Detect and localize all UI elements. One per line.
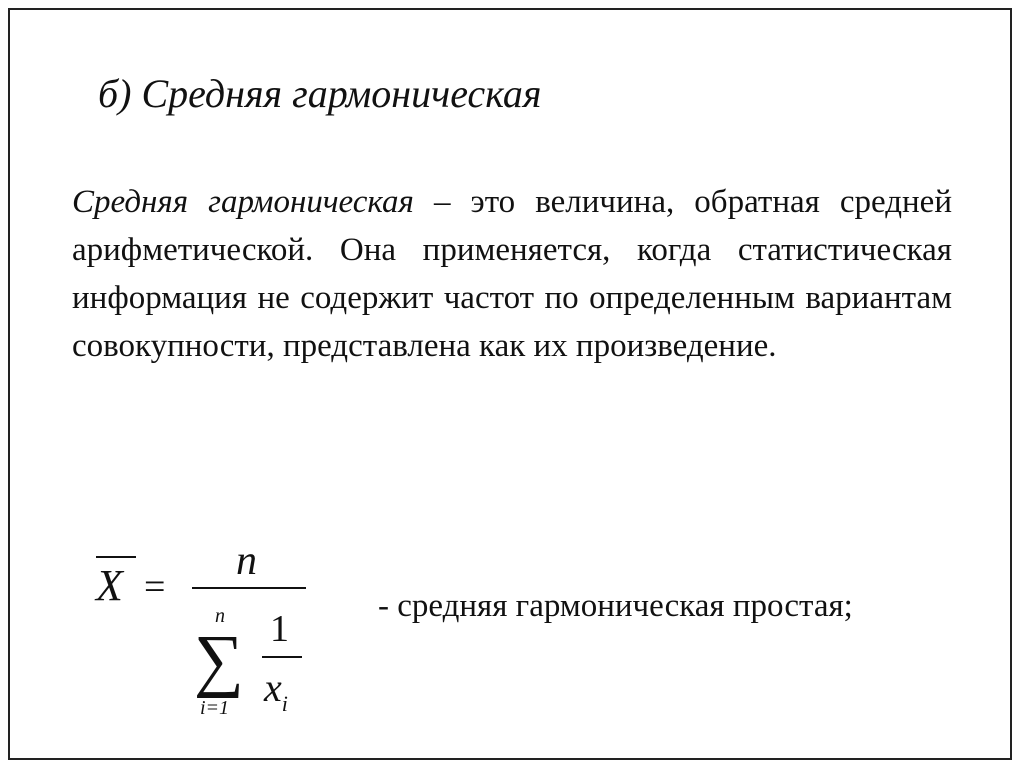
sum-lower-limit: i=1: [200, 697, 230, 719]
slide-frame: [8, 8, 1012, 760]
denominator-variable: x: [264, 665, 282, 710]
definition-dash: –: [413, 184, 471, 220]
denominator-subscript: i: [281, 691, 288, 716]
harmonic-mean-formula: [70, 530, 330, 740]
definition-term: Средняя гармоническая: [72, 184, 414, 220]
slide-title: б) Средняя гармоническая: [98, 71, 542, 116]
formula-lhs: X: [96, 561, 123, 610]
sum-symbol: ∑: [194, 622, 244, 699]
inner-fraction-numerator: 1: [270, 608, 289, 650]
sum-upper-limit: n: [215, 605, 225, 627]
inner-fraction-line: [262, 656, 302, 658]
definition-text: это величина, обратная средней арифметической. Она применяется, когда статистическая информация не содержит частот по определенным вариантам совокупности, представлена как их произведение.: [72, 184, 952, 364]
definition-paragraph: [72, 178, 952, 370]
fraction-line: [192, 587, 306, 589]
formula-caption: - средняя гармоническая простая;: [378, 588, 853, 624]
overline-bar: [96, 556, 136, 558]
formula-numerator: n: [236, 538, 257, 584]
inner-fraction-denominator: [264, 665, 288, 716]
formula-equals: =: [144, 566, 166, 608]
